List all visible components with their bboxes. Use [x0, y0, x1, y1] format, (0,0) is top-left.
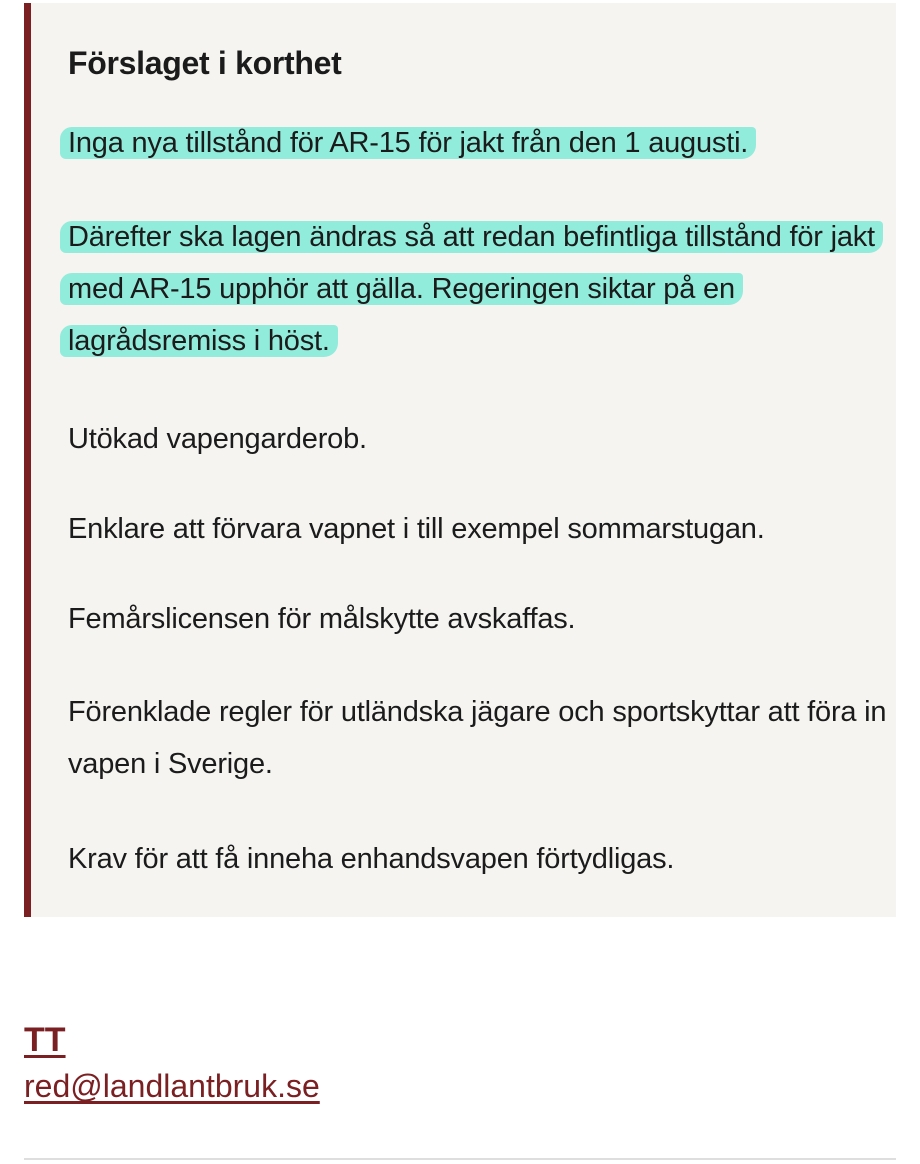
fact-item-2: [68, 211, 888, 367]
fact-item-4: [68, 503, 888, 555]
byline-email-link[interactable]: red@landlantbruk.se: [24, 1068, 320, 1104]
fact-item-2-text: Därefter ska lagen ändras så att redan befintliga tillstånd för jakt med AR-15 upphör att gälla. Regeringen siktar på en lagrådsremiss i höst.: [60, 221, 883, 357]
fact-box-title: Förslaget i korthet: [68, 45, 342, 81]
fact-item-4-text: Enklare att förvara vapnet i till exempel sommarstugan.: [68, 513, 765, 545]
fact-item-5: [68, 593, 888, 645]
fact-item-7-text: Krav för att få inneha enhandsvapen förtydligas.: [68, 843, 675, 875]
fact-item-3-text: Utökad vapengarderob.: [68, 423, 367, 455]
fact-item-5-text: Femårslicensen för målskytte avskaffas.: [68, 603, 576, 635]
fact-item-6: [68, 686, 888, 790]
fact-item-1: [68, 117, 888, 169]
byline-author-link[interactable]: TT: [24, 1021, 66, 1059]
fact-item-3: [68, 413, 888, 465]
fact-item-6-text: Förenklade regler för utländska jägare och sportskyttar att föra in vapen i Sverige.: [68, 696, 887, 780]
fact-box: [24, 3, 896, 917]
fact-item-1-text: Inga nya tillstånd för AR-15 för jakt från den 1 augusti.: [60, 127, 756, 159]
divider: [24, 1158, 896, 1160]
fact-item-7: [68, 833, 888, 885]
